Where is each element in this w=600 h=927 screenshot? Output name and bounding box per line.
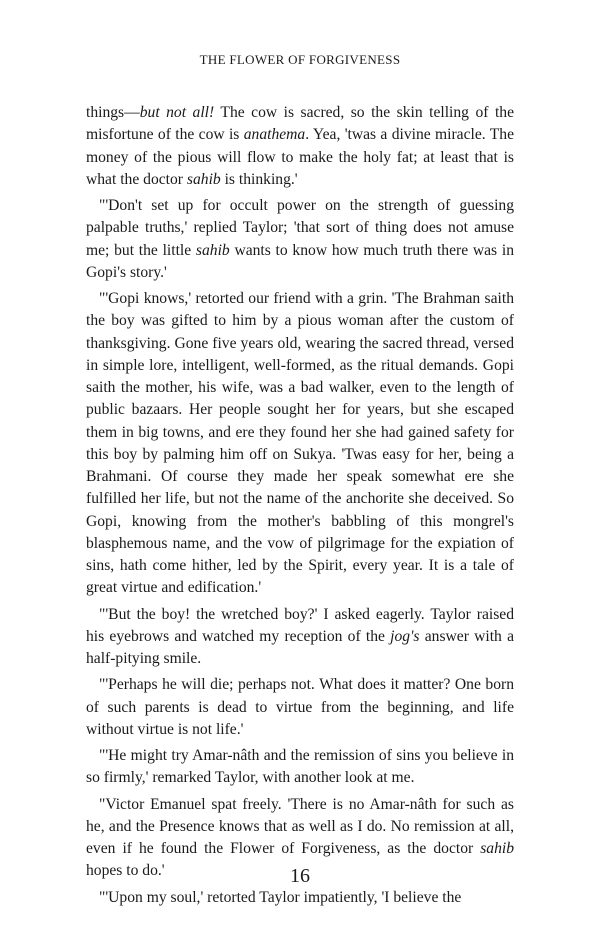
text-run: "'He might try Amar-nâth and the remission of sins you believe in so firmly,' remarked Taylor, with another look at me. [86,747,514,787]
italic-text: sahib [186,170,221,188]
text-run: The cow is sacred, so the skin telling of the misfortune of the cow is [86,104,514,144]
text-run: "'Gopi knows,' retorted our friend with a grin. 'The Brahman saith the boy was gifted to him by a pious woman after the custom of thanksgiving. Gone five years old, wearing the sacred thread, versed in simple lore, intelligent, well-formed, as the ritual demands. Gopi saith the mother, his wife, was a bad walker, even to the length of public bazaars. Her people sought her for years, but she escaped them in big towns, and ere they found her she had gained safety for this boy by palming him off on Sukya. 'Twas easy for her, being a Brahmani. Of course they made her speak somewhat ere she fulfilled her life, but not the name of the anchorite she deceived. So Gopi, knowing from the mother's babbling of this mongrel's blasphemous name, and the vow of pilgrimage for the expiation of sins, hath come hither, led by the Spirit, every year. It is a tale of great virtue and edification.' [86,290,514,597]
italic-text: sahib [195,241,230,259]
text-run: hopes to do.' [86,862,165,880]
text-run: things— [86,104,140,121]
paragraph [86,102,514,191]
text-run: "'Perhaps he will die; perhaps not. What does it matter? One born of such parents is dead to virtue from the beginning, and life without virtue is not life.' [86,676,514,738]
text-run: "'Upon my soul,' retorted Taylor impatiently, 'I believe the [99,888,462,906]
text-run: . Yea, 'twas a divine miracle. The money of the pious will flow to make the holy fat; at least that is what the doctor [86,126,514,188]
paragraph [86,195,514,284]
text-run: "'But the boy! the wretched boy?' I asked eagerly. Taylor raised his eyebrows and watched my reception of the [86,605,514,645]
italic-text: sahib [480,840,514,857]
text-run: "'Don't set up for occult power on the strength of guessing palpable truths,' replied Taylor; 'that sort of thing does not amuse me; but the little [86,197,514,259]
italic-text: anathema [243,126,306,144]
italic-text: but not all! [139,104,215,121]
text-run: "Victor Emanuel spat freely. 'There is no Amar-nâth for such as he, and the Presence knows that as well as I do. No remission at all, even if he found the Flower of Forgiveness, as the doctor [86,795,514,857]
body-text [86,102,514,913]
text-run: wants to know how much truth there was in Gopi's story.' [86,241,514,281]
text-run: answer with a half-pitying smile. [86,627,514,667]
page-number: 16 [290,865,310,887]
paragraph [86,674,514,741]
italic-text: jog's [390,627,420,645]
text-run: is thinking.' [220,170,298,188]
paragraph [86,887,514,909]
running-title: THE FLOWER OF FORGIVENESS [199,52,401,67]
paragraph [86,745,514,790]
paragraph [86,604,514,671]
paragraph [86,288,514,600]
